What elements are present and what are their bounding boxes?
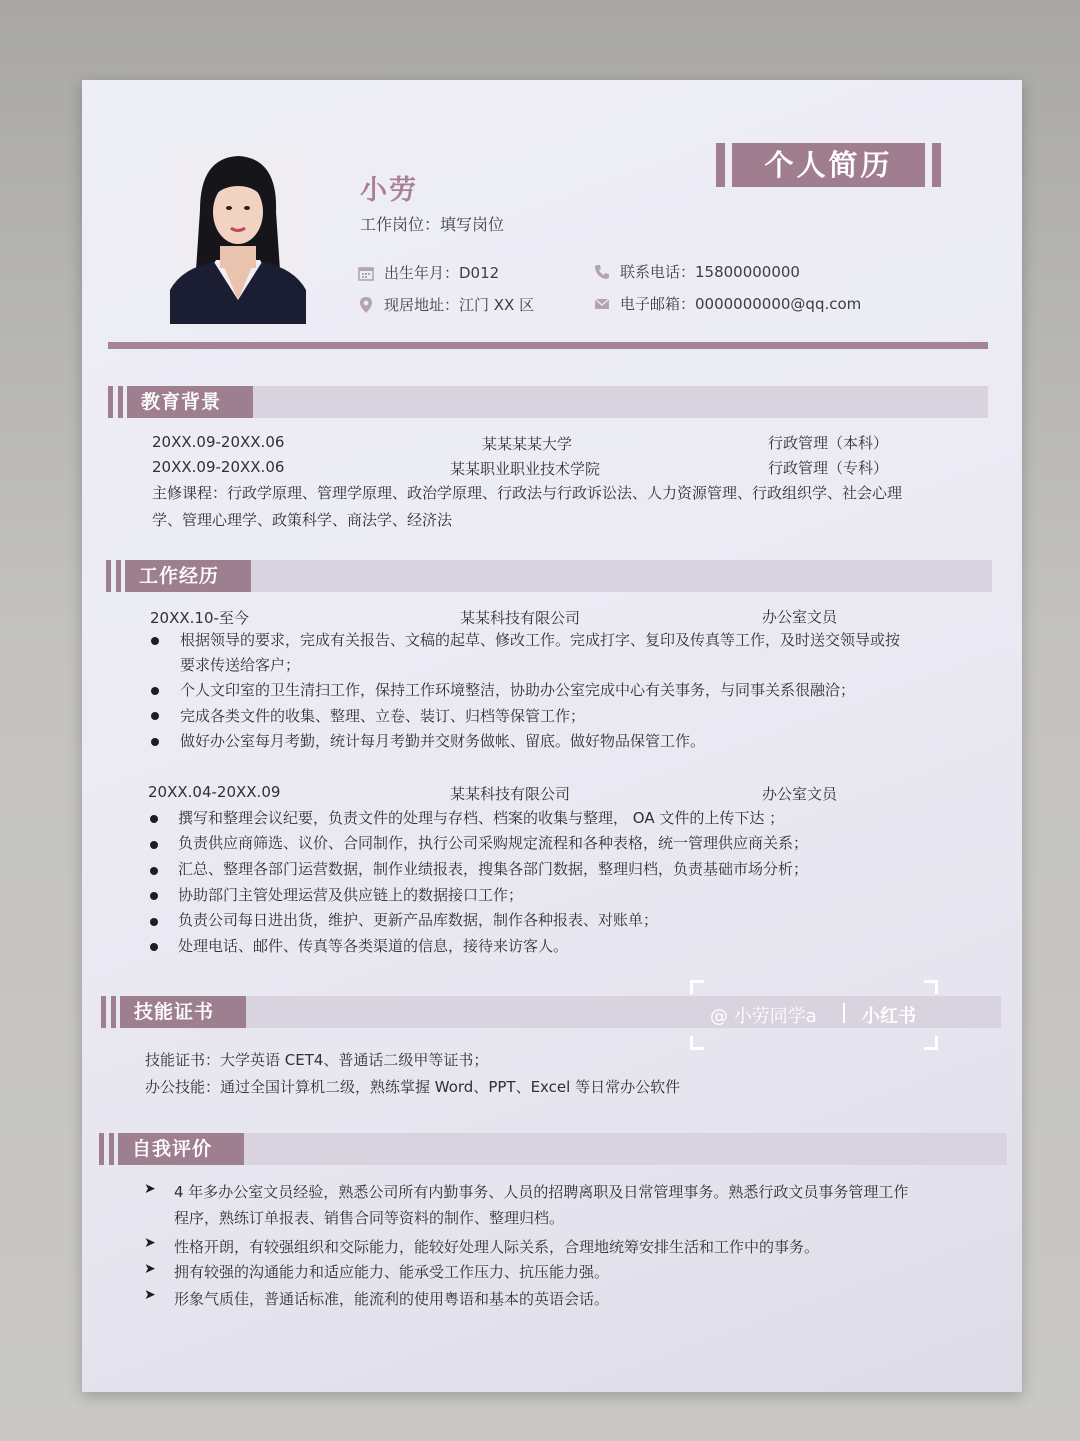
job-title: 办公室文员 — [762, 785, 838, 803]
arrow-bullet: ➤ — [144, 1287, 156, 1303]
bullet-dot — [150, 867, 158, 875]
arrow-bullet: ➤ — [144, 1181, 156, 1197]
duty-item: 负责供应商筛选、议价、合同制作，执行公司采购规定流程和各种表格，统一管理供应商关系； — [178, 834, 809, 852]
arrow-bullet: ➤ — [144, 1261, 156, 1277]
header-divider — [108, 342, 988, 349]
section-title: 工作经历 — [125, 560, 251, 592]
job-company: 某某科技有限公司 — [460, 609, 581, 627]
eval-item: 性格开朗，有较强组织和交际能力，能较好处理人际关系，合理地统筹安排生活和工作中的事务。 — [174, 1238, 820, 1256]
candidate-name: 小劳 — [360, 175, 418, 206]
mail-icon — [594, 297, 610, 311]
bullet-dot — [151, 712, 159, 720]
watermark-brand: 小红书 — [862, 1006, 916, 1027]
phone-info — [594, 261, 800, 282]
eval-item: 拥有较强的沟通能力和适应能力、能承受工作压力、抗压能力强。 — [174, 1263, 610, 1281]
birth-text: 出生年月：D012 — [384, 264, 500, 282]
profile-photo — [170, 150, 306, 324]
duty-item: 根据领导的要求，完成有关报告、文稿的起草、修改工作。完成打字、复印及传真等工作，及时送交领导或按 — [180, 631, 901, 649]
bullet-dot — [151, 738, 159, 746]
birth-info — [358, 262, 499, 283]
resume-title-box — [716, 143, 941, 187]
bullet-dot — [150, 815, 158, 823]
bullet-dot — [150, 943, 158, 951]
job-period: 20XX.04-20XX.09 — [148, 783, 281, 801]
section-title: 技能证书 — [120, 996, 246, 1028]
skill-line: 技能证书：大学英语 CET4、普通话二级甲等证书； — [145, 1051, 489, 1069]
duty-item: 完成各类文件的收集、整理、立卷、装订、归档等保管工作； — [180, 707, 586, 725]
eval-item-cont: 程序，熟练订单报表、销售合同等资料的制作、整理归档。 — [174, 1209, 565, 1227]
duty-item: 协助部门主管处理运营及供应链上的数据接口工作； — [178, 886, 524, 904]
edu-period: 20XX.09-20XX.06 — [152, 458, 285, 476]
position-field: 工作岗位：填写岗位 — [360, 215, 505, 234]
phone-text: 联系电话：15800000000 — [620, 263, 800, 281]
bullet-dot — [150, 892, 158, 900]
phone-icon — [594, 264, 610, 280]
title-right-bar — [932, 143, 941, 187]
section-title: 自我评价 — [118, 1133, 244, 1165]
section-work — [106, 560, 992, 592]
edu-school: 某某职业职业技术学院 — [450, 460, 601, 478]
duty-item: 个人文印室的卫生清扫工作，保持工作环境整洁，协助办公室完成中心有关事务，与同事关系很融洽； — [180, 681, 856, 699]
bullet-dot — [150, 918, 158, 926]
watermark — [690, 980, 938, 1050]
arrow-bullet: ➤ — [144, 1235, 156, 1251]
section-self-eval — [99, 1133, 1007, 1165]
resume-title: 个人简历 — [732, 143, 925, 187]
watermark-handle: @ 小劳同学a — [710, 1006, 817, 1027]
edu-courses-cont: 学、管理心理学、政策科学、商法学、经济法 — [152, 511, 453, 529]
email-text: 电子邮箱：0000000000@qq.com — [620, 295, 862, 313]
duty-item: 处理电话、邮件、传真等各类渠道的信息，接待来访客人。 — [178, 937, 569, 955]
edu-period: 20XX.09-20XX.06 — [152, 433, 285, 451]
duty-item: 撰写和整理会议纪要，负责文件的处理与存档、档案的收集与整理， OA 文件的上传下达 ； — [178, 809, 785, 827]
job-company: 某某科技有限公司 — [450, 785, 571, 803]
title-left-bar — [716, 143, 725, 187]
skill-line: 办公技能：通过全国计算机二级，熟练掌握 Word、PPT、Excel 等日常办公软件 — [145, 1078, 681, 1096]
section-title: 教育背景 — [127, 386, 253, 418]
bullet-dot — [151, 687, 159, 695]
duty-item: 做好办公室每月考勤，统计每月考勤并交财务做帐、留底。做好物品保管工作。 — [180, 732, 706, 750]
job-period: 20XX.10-至今 — [150, 609, 249, 627]
duty-item: 汇总、整理各部门运营数据，制作业绩报表，搜集各部门数据，整理归档，负责基础市场分析； — [178, 860, 809, 878]
duty-item: 负责公司每日进出货，维护、更新产品库数据，制作各种报表、对账单； — [178, 911, 659, 929]
location-icon — [358, 296, 374, 314]
section-education — [108, 386, 988, 418]
email-info — [594, 293, 861, 314]
edu-school: 某某某某大学 — [482, 435, 573, 453]
duty-item-cont: 要求传送给客户； — [180, 656, 301, 674]
edu-major: 行政管理（本科） — [768, 434, 889, 452]
eval-item: 形象气质佳，普通话标准，能流利的使用粤语和基本的英语会话。 — [174, 1290, 610, 1308]
address-info — [358, 294, 534, 315]
edu-courses: 主修课程：行政学原理、管理学原理、政治学原理、行政法与行政诉讼法、人力资源管理、行政组织学、社会心理 — [152, 484, 903, 502]
bullet-dot — [150, 841, 158, 849]
calendar-icon — [358, 265, 374, 281]
edu-major: 行政管理（专科） — [768, 459, 889, 477]
address-text: 现居地址：江门 XX 区 — [384, 296, 535, 314]
job-title: 办公室文员 — [762, 608, 838, 626]
eval-item: 4 年多办公室文员经验，熟悉公司所有内勤事务、人员的招聘离职及日常管理事务。熟悉行政文员事务管理工作 — [174, 1183, 909, 1201]
bullet-dot — [151, 637, 159, 645]
